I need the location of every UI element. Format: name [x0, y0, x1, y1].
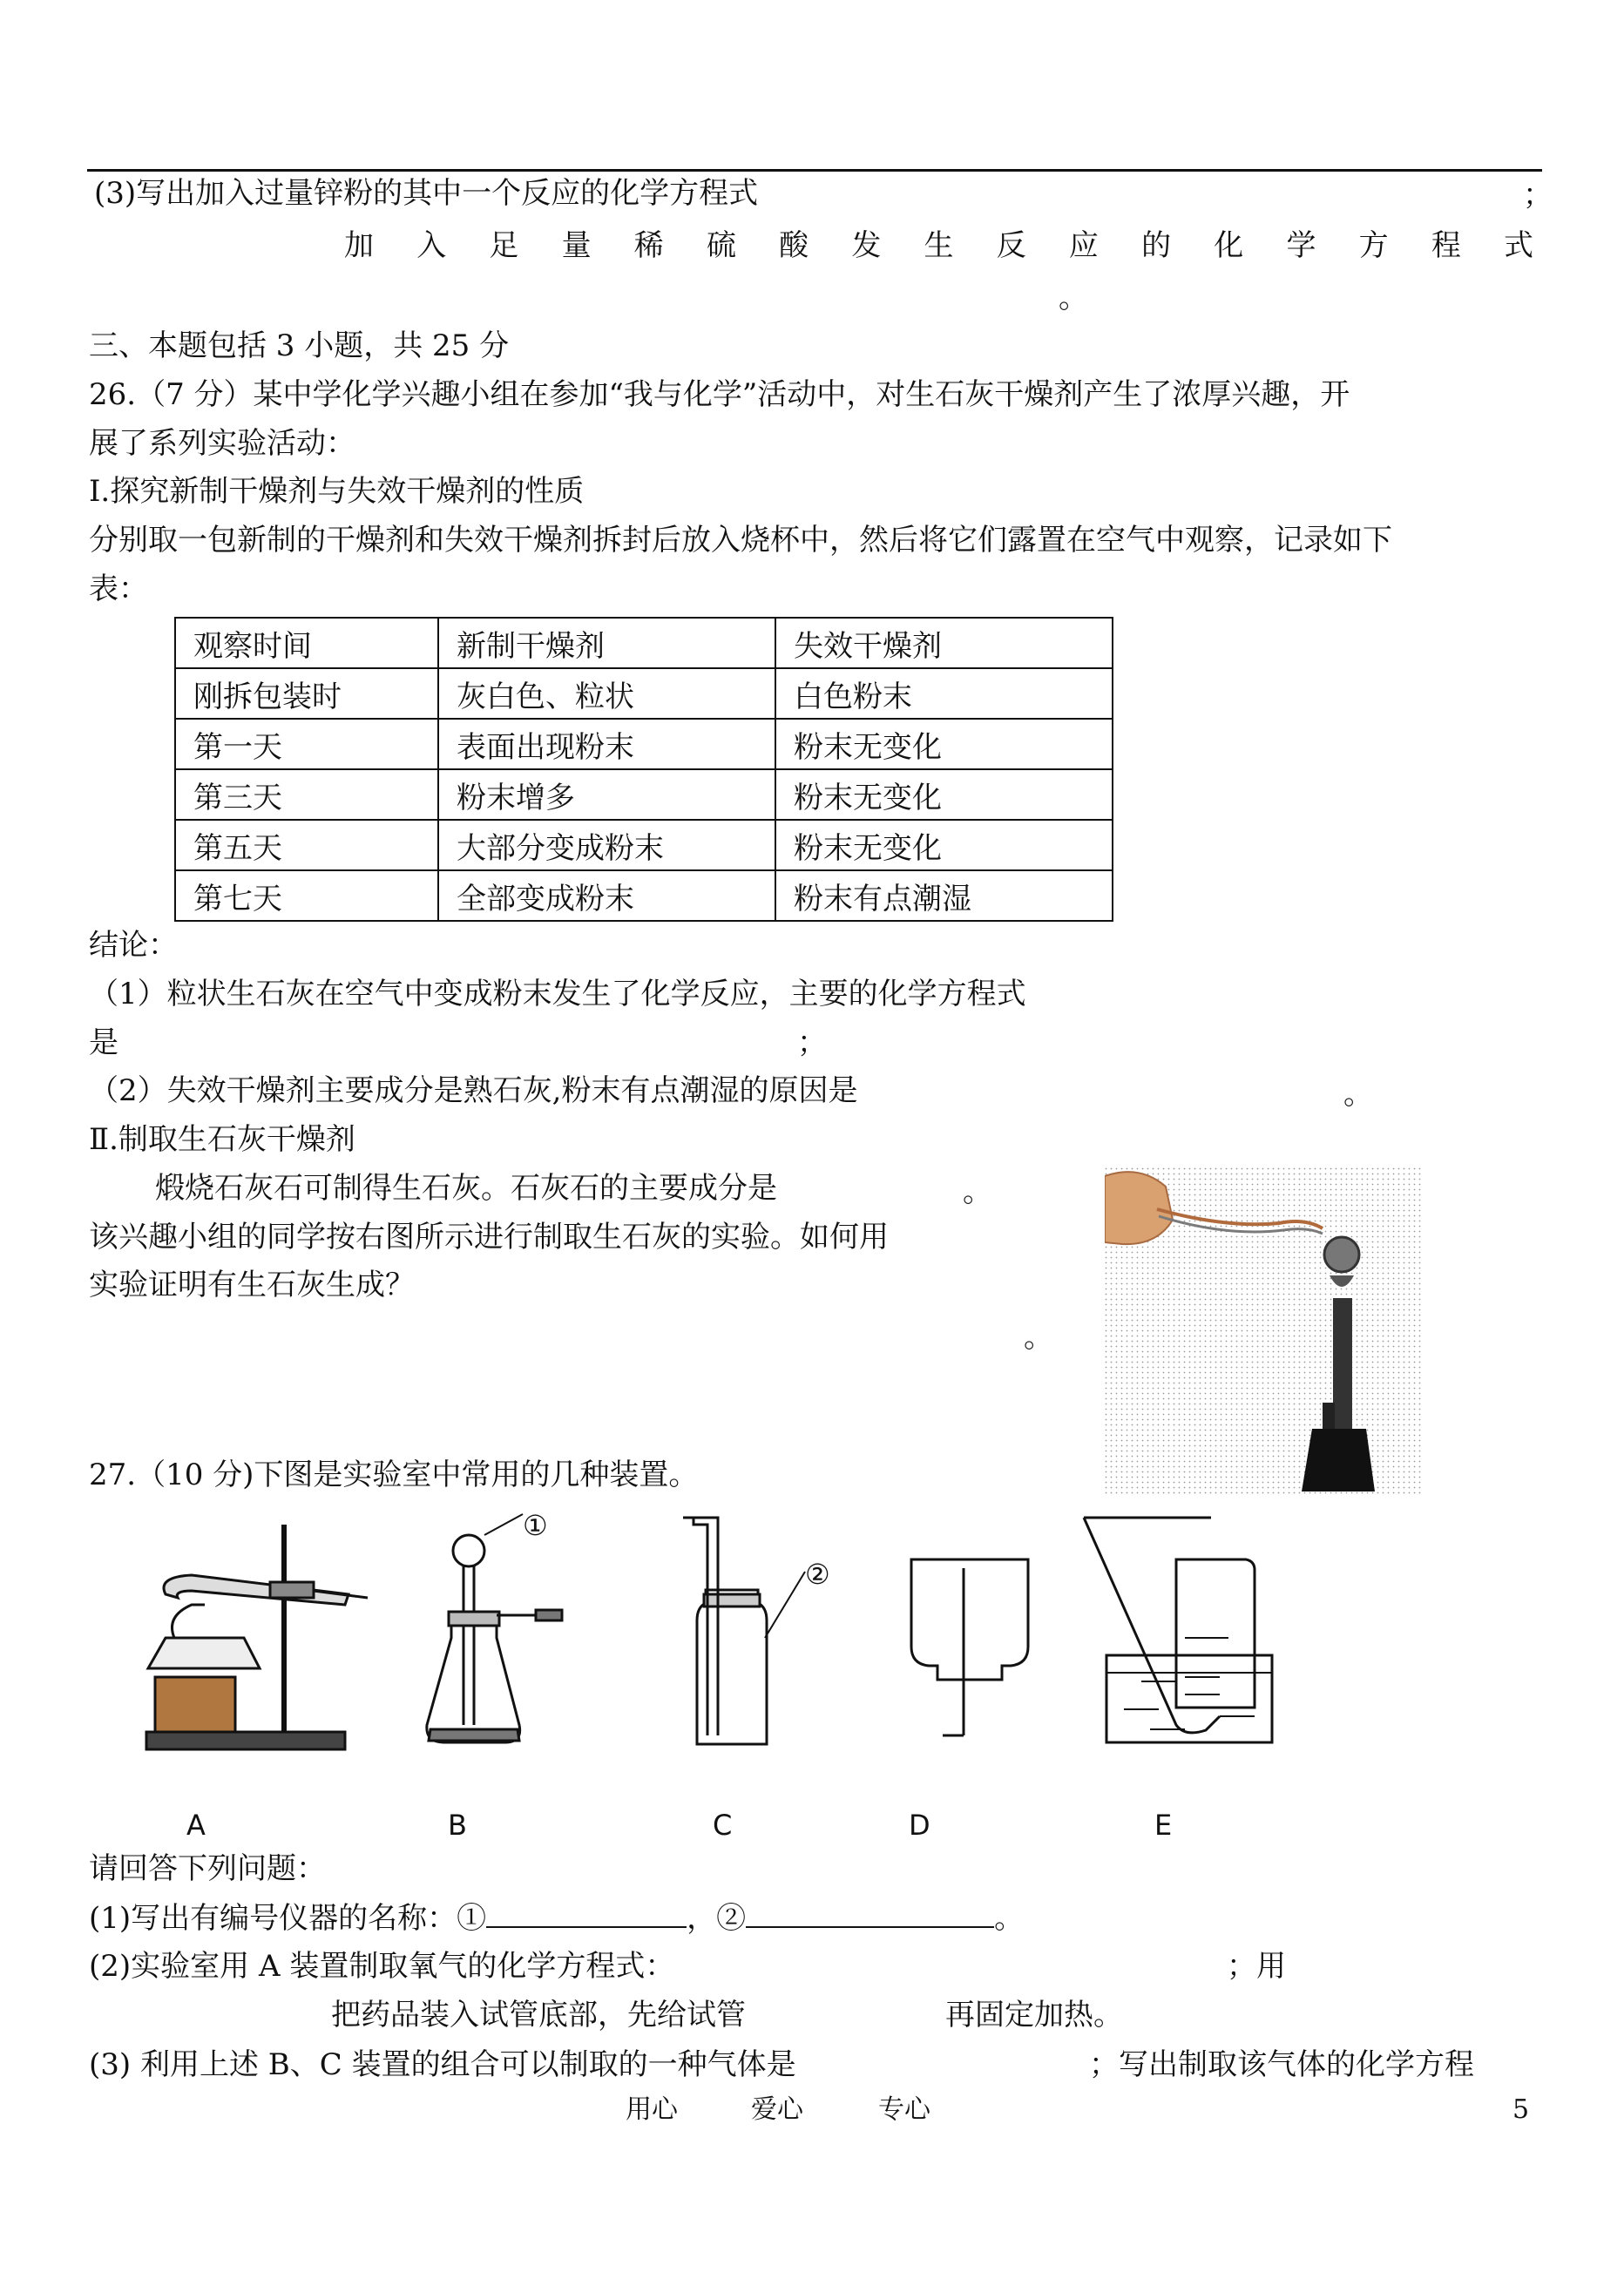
- observation-table: [174, 617, 1113, 922]
- apparatus-e-icon: [1084, 1518, 1272, 1742]
- spread-char: 稀: [633, 228, 664, 263]
- label-d: D: [909, 1809, 930, 1842]
- footer-motto-3: 专心: [878, 2094, 930, 2125]
- spread-char: 酸: [779, 228, 809, 263]
- limestone-icon: [1324, 1237, 1359, 1272]
- footer-motto-1: 用心: [626, 2094, 678, 2125]
- table-cell: 粉末增多: [438, 769, 775, 820]
- table-cell: 刚拆包装时: [175, 668, 438, 719]
- table-row: [175, 668, 1113, 719]
- conclusion-1-semicolon: ；: [797, 1025, 827, 1060]
- q26-part2-period2: 。: [1024, 1320, 1053, 1355]
- table-cell: 大部分变成粉末: [438, 820, 775, 870]
- q26-part1-desc-2: 表：: [89, 572, 148, 606]
- q27-q3: (3) 利用上述 B、C 装置的组合可以制取的一种气体是: [89, 2047, 796, 2082]
- q26-intro-1: 26.（7 分）某中学化学兴趣小组在参加“我与化学”活动中，对生石灰干燥剂产生了浓厚兴趣，开: [89, 377, 1350, 412]
- spread-char: 足: [489, 228, 519, 263]
- footer-motto-2: 爱心: [751, 2094, 803, 2125]
- q26-part2-title: Ⅱ.制取生石灰干燥剂: [89, 1122, 355, 1157]
- q27-q1-prefix: (1)写出有编号仪器的名称：①: [89, 1901, 487, 1936]
- q26-part2-period1: 。: [963, 1174, 992, 1209]
- table-cell: 灰白色、粒状: [438, 668, 775, 719]
- conclusion-1-line2: 是: [89, 1025, 118, 1060]
- table-cell: 粉末无变化: [775, 769, 1113, 820]
- burner-tube-icon: [1333, 1298, 1352, 1429]
- table-cell: 第三天: [175, 769, 438, 820]
- label-c: C: [713, 1809, 733, 1842]
- table-row: [175, 870, 1113, 921]
- table-cell: 粉末无变化: [775, 719, 1113, 769]
- spread-char: 应: [1068, 228, 1099, 263]
- mark-1: ①: [523, 1509, 548, 1542]
- q27-q2-line1: (2)实验室用 A 装置制取氧气的化学方程式：: [89, 1949, 675, 1984]
- q27-ask: 请回答下列问题：: [89, 1851, 326, 1886]
- conclusion-label: 结论：: [89, 928, 178, 963]
- label-b: B: [448, 1809, 467, 1842]
- table-cell: 白色粉末: [775, 668, 1113, 719]
- conclusion-1-line1: （1）粒状生石灰在空气中变成粉末发生了化学反应，主要的化学方程式: [89, 977, 1026, 1011]
- mark-2: ②: [805, 1558, 830, 1591]
- table-row: [175, 719, 1113, 769]
- q26-part2-line2: 该兴趣小组的同学按右图所示进行制取生石灰的实验。如何用: [89, 1220, 889, 1255]
- table-cell: 粉末无变化: [775, 820, 1113, 870]
- table-cell: 第七天: [175, 870, 438, 921]
- q25-line1: (3)写出加入过量锌粉的其中一个反应的化学方程式: [94, 176, 759, 211]
- q25-line2: [344, 228, 1533, 263]
- q26-part2-line1: 煅烧石灰石可制得生石灰。石灰石的主要成分是: [155, 1171, 777, 1206]
- table-header-cell: 失效干燥剂: [775, 618, 1113, 668]
- q25-semicolon: ；: [1523, 178, 1553, 213]
- table-row: [175, 820, 1113, 870]
- page-number: 5: [1512, 2094, 1530, 2125]
- q27-q2-line2-end: 再固定加热。: [945, 1998, 1123, 2033]
- apparatus-d-icon: [911, 1559, 1028, 1735]
- spread-char: 生: [924, 228, 954, 263]
- q27-q2-semicolon: ；用: [1227, 1949, 1286, 1984]
- q27-q1: [89, 1900, 1024, 1936]
- apparatus-b-icon: [427, 1514, 562, 1742]
- spread-char: 反: [996, 228, 1026, 263]
- lime-burning-figure: [1105, 1167, 1424, 1497]
- conclusion-2-period: 。: [1343, 1077, 1373, 1112]
- q26-intro-2: 展了系列实验活动：: [89, 426, 355, 461]
- table-row: [175, 769, 1113, 820]
- apparatus-a-icon: [146, 1525, 368, 1749]
- table-header-cell: 新制干燥剂: [438, 618, 775, 668]
- q27-q2-line2: 把药品装入试管底部，先给试管: [331, 1998, 746, 2033]
- answer-blank-2[interactable]: [746, 1900, 994, 1928]
- burner-base-icon: [1302, 1429, 1375, 1491]
- table-cell: 表面出现粉末: [438, 719, 775, 769]
- table-cell: 第五天: [175, 820, 438, 870]
- q27-q3-end: ；写出制取该气体的化学方程: [1089, 2047, 1474, 2082]
- spread-char: 量: [561, 228, 592, 263]
- label-a: A: [186, 1809, 206, 1842]
- header-rule: [87, 169, 1542, 172]
- table-cell: 全部变成粉末: [438, 870, 775, 921]
- apparatus-figure: [139, 1507, 1289, 1769]
- spread-char: 发: [851, 228, 882, 263]
- spread-char: 程: [1431, 228, 1461, 263]
- q27-q1-mid: ，②: [687, 1901, 747, 1936]
- conclusion-2-line: （2）失效干燥剂主要成分是熟石灰,粉末有点潮湿的原因是: [89, 1073, 858, 1108]
- q27-q1-end: 。: [994, 1901, 1025, 1936]
- table-cell: 第一天: [175, 719, 438, 769]
- spread-char: 学: [1286, 228, 1316, 263]
- spread-char: 式: [1504, 228, 1533, 263]
- spread-char: 加: [344, 228, 374, 263]
- label-e: E: [1154, 1809, 1173, 1842]
- table-header-cell: 观察时间: [175, 618, 438, 668]
- table-cell: 粉末有点潮湿: [775, 870, 1113, 921]
- spread-char: 的: [1141, 228, 1172, 263]
- spread-char: 硫: [706, 228, 736, 263]
- spread-char: 入: [416, 228, 447, 263]
- q27-title: 27.（10 分)下图是实验室中常用的几种装置。: [89, 1458, 699, 1492]
- q26-part1-title: Ⅰ.探究新制干燥剂与失效干燥剂的性质: [89, 474, 585, 509]
- apparatus-c-icon: [683, 1518, 805, 1744]
- table-header-row: [175, 618, 1113, 668]
- spread-char: 化: [1214, 228, 1244, 263]
- q25-period: 。: [1059, 281, 1088, 315]
- q26-part2-line3: 实验证明有生石灰生成？: [89, 1268, 415, 1302]
- q26-part1-desc-1: 分别取一包新制的干燥剂和失效干燥剂拆封后放入烧杯中，然后将它们露置在空气中观察，记录如下: [89, 523, 1392, 558]
- section-heading: 三、本题包括 3 小题，共 25 分: [89, 328, 510, 363]
- answer-blank-1[interactable]: [486, 1900, 687, 1928]
- spread-char: 方: [1358, 228, 1389, 263]
